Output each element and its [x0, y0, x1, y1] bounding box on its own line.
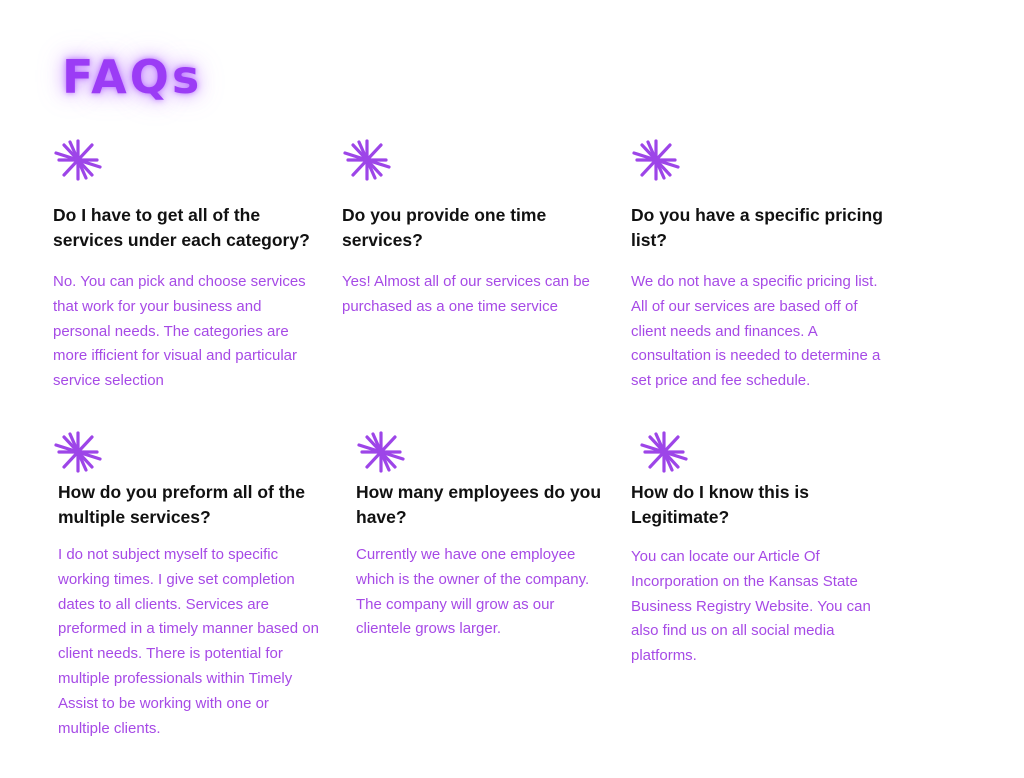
faq-answer: We do not have a specific pricing list. All of our services are based off of client needs and finances. A consultation is needed to determine a set price and fee schedule.	[631, 273, 881, 390]
faq-answer: You can locate our Article Of Incorporation on the Kansas State Business Registry Website. You can also find us on all social media platforms.	[631, 548, 871, 665]
faq-question: Do I have to get all of the services under each category?	[53, 205, 310, 250]
sparkle-icon	[342, 139, 392, 181]
faq-answer: No. You can pick and choose services that work for your business and personal needs. The categories are more ifficient for visual and particular service selection	[53, 273, 306, 390]
faq-answer: Yes! Almost all of our services can be purchased as a one time service	[342, 273, 590, 315]
sparkle-icon	[53, 431, 103, 473]
faq-item	[53, 431, 318, 751]
faq-question: How many employees do you have?	[356, 482, 602, 527]
sparkle-icon	[631, 139, 681, 181]
faq-answer: Currently we have one employee which is the owner of the company. The company will grow as our clientele grows larger.	[356, 546, 590, 638]
page-title: FAQs	[62, 50, 203, 104]
faq-item	[53, 139, 318, 399]
faq-item	[631, 139, 896, 399]
faq-question: How do you preform all of the multiple services?	[58, 482, 305, 527]
faq-question: Do you have a specific pricing list?	[631, 205, 883, 250]
sparkle-icon	[639, 431, 689, 473]
faq-item	[356, 431, 621, 691]
faq-answer: I do not subject myself to specific working times. I give set completion dates to all clients. Services are preformed in a timely manner based on client needs. There is potential for multiple professionals within Timely Assist to be working with one or multiple clients.	[58, 546, 319, 737]
faq-question: How do I know this is Legitimate?	[631, 482, 809, 527]
faq-item	[631, 431, 896, 691]
sparkle-icon	[53, 139, 103, 181]
faq-question: Do you provide one time services?	[342, 205, 547, 250]
sparkle-icon	[356, 431, 406, 473]
faq-item	[342, 139, 607, 399]
